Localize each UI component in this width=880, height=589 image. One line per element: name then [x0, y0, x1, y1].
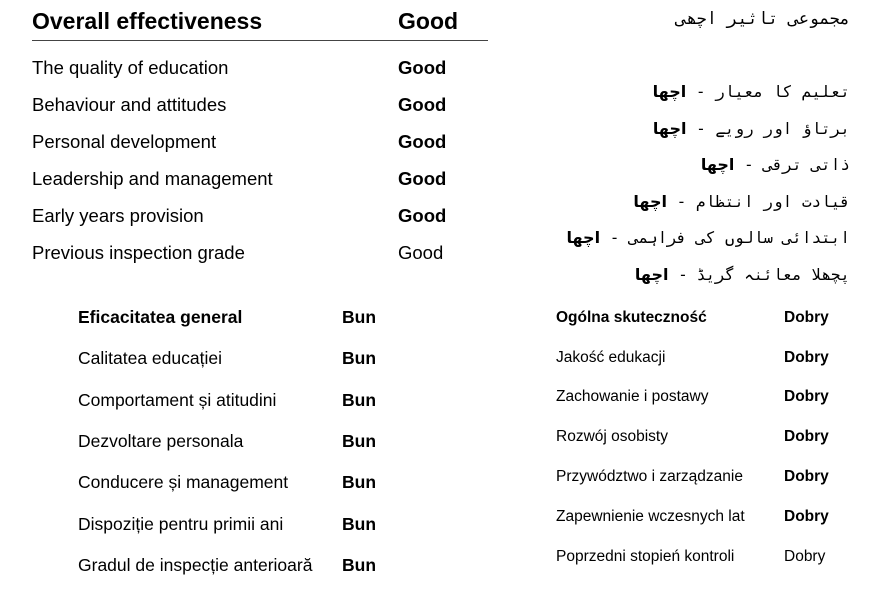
urdu-row-label: قیادت اور انتظام -: [666, 191, 850, 211]
urdu-row: [505, 147, 850, 184]
polish-row-grade: Dobry: [784, 308, 829, 326]
romanian-row-grade: Bun: [342, 389, 377, 410]
english-row: [32, 49, 488, 86]
english-row-label: Personal development: [32, 130, 217, 152]
romanian-row: [78, 380, 398, 421]
urdu-row-grade: اچھا: [566, 228, 601, 248]
urdu-row-label: ذاتی ترقی -: [734, 155, 850, 175]
polish-heading-row: [556, 298, 856, 338]
romanian-row-label: Calitatea educației: [78, 348, 222, 369]
romanian-row-label: Conducere și management: [78, 472, 289, 493]
polish-row-grade: Dobry: [784, 468, 829, 486]
english-row-grade: Good: [398, 167, 447, 189]
urdu-row-grade: اچھا: [700, 155, 735, 175]
romanian-row-grade: Bun: [342, 348, 377, 369]
romanian-heading-row: [78, 297, 398, 338]
urdu-row-label: ابتدائی سالوں کی فراہمی -: [600, 228, 850, 248]
polish-row-label: Rozwój osobisty: [556, 428, 668, 446]
english-row-label: The quality of education: [32, 56, 229, 78]
romanian-summary: [78, 297, 398, 586]
english-heading-grade: Good: [398, 7, 459, 34]
polish-row-label: Ogólna skuteczność: [556, 308, 707, 326]
english-heading-label: Overall effectiveness: [32, 7, 263, 34]
polish-row-label: Jakość edukacji: [556, 348, 666, 366]
urdu-row-label: برتاؤ اور رویے -: [686, 118, 850, 138]
english-row: [32, 160, 488, 197]
urdu-summary: [505, 0, 850, 294]
romanian-row-label: Dezvoltare personala: [78, 431, 244, 452]
romanian-row: [78, 338, 398, 379]
polish-row: [556, 378, 856, 418]
polish-row: [556, 537, 856, 577]
english-row-label: Early years provision: [32, 204, 204, 226]
polish-row-grade: Dobry: [784, 428, 829, 446]
polish-row: [556, 338, 856, 378]
polish-row: [556, 417, 856, 457]
polish-row-grade: Dobry: [784, 547, 826, 565]
polish-row-grade: Dobry: [784, 348, 829, 366]
urdu-row-label: تعلیم کا معیار -: [686, 82, 850, 101]
polish-row-grade: Dobry: [784, 507, 829, 525]
romanian-row-grade: Bun: [342, 431, 377, 452]
romanian-row-grade: Bun: [342, 513, 377, 534]
english-row: [32, 234, 488, 271]
urdu-row: [505, 184, 850, 221]
english-summary: [32, 0, 488, 271]
english-row: [32, 123, 488, 160]
romanian-row-label: Comportament și atitudini: [78, 389, 277, 410]
english-row-label: Behaviour and attitudes: [32, 93, 227, 115]
urdu-row-grade: اچھا: [633, 191, 667, 211]
romanian-row-label: Eficacitatea general: [78, 307, 243, 328]
polish-row-label: Poprzedni stopień kontroli: [556, 547, 735, 565]
english-row-label: Previous inspection grade: [32, 241, 245, 263]
english-row-grade: Good: [398, 204, 447, 226]
romanian-row: [78, 503, 398, 544]
romanian-row: [78, 545, 398, 586]
romanian-row-label: Gradul de inspecție anterioară: [78, 554, 313, 575]
urdu-row: [505, 74, 850, 111]
english-row-grade: Good: [398, 241, 444, 263]
romanian-row-grade: Bun: [342, 307, 377, 328]
polish-row-label: Przywództwo i zarządzanie: [556, 468, 743, 486]
polish-row: [556, 497, 856, 537]
urdu-row: [505, 257, 850, 294]
urdu-row-grade: اچھا: [652, 82, 687, 101]
urdu-heading: مجموعی تاثیر اچھی: [676, 9, 850, 29]
polish-row-label: Zapewnienie wczesnych lat: [556, 507, 745, 525]
romanian-row-grade: Bun: [342, 472, 377, 493]
english-row-label: Leadership and management: [32, 167, 273, 189]
english-row-grade: Good: [398, 56, 447, 78]
romanian-row: [78, 421, 398, 462]
polish-row-grade: Dobry: [784, 388, 829, 406]
urdu-row-label: پچھلا معائنہ گریڈ -: [668, 264, 850, 284]
polish-summary: [556, 298, 856, 577]
polish-row-label: Zachowanie i postawy: [556, 388, 709, 406]
english-row: [32, 86, 488, 123]
urdu-row-grade: اچھا: [634, 264, 669, 284]
urdu-row: [505, 220, 850, 257]
romanian-row-grade: Bun: [342, 554, 377, 575]
urdu-row: [505, 111, 850, 148]
english-heading-row: [32, 0, 488, 41]
urdu-row-grade: اچھا: [652, 118, 687, 138]
english-row: [32, 197, 488, 234]
english-row-grade: Good: [398, 130, 447, 152]
romanian-row: [78, 462, 398, 503]
polish-row: [556, 457, 856, 497]
romanian-row-label: Dispoziție pentru primii ani: [78, 513, 284, 534]
english-row-grade: Good: [398, 93, 447, 115]
